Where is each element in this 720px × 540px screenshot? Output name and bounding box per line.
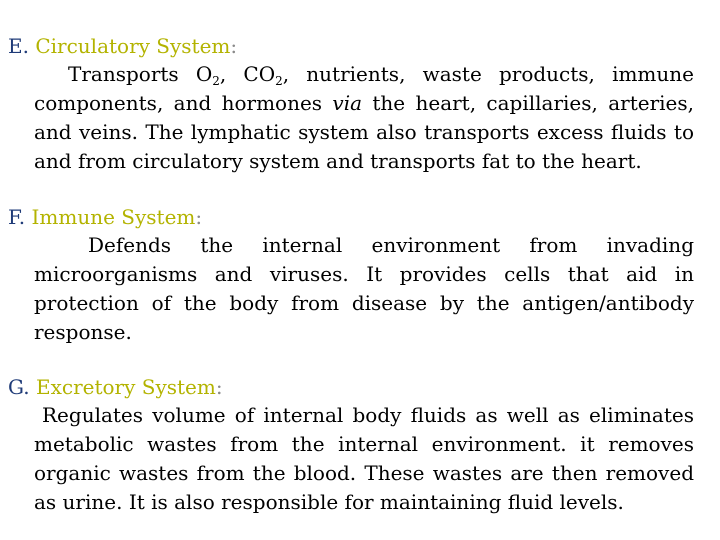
section-immune-system: [8, 203, 694, 347]
section-circulatory-system: [8, 32, 694, 176]
section-letter: E.: [8, 34, 29, 58]
section-body: [34, 401, 694, 517]
section-letter: G.: [8, 375, 30, 399]
subscript: 2: [212, 74, 220, 88]
section-title: Excretory System: [35, 375, 216, 399]
heading-colon: :: [195, 205, 203, 229]
section-body: [34, 60, 694, 176]
body-text: Regulates volume of internal body fluids as well as eliminates metabolic wastes from the internal environment. it removes organic wastes from the blood. These wastes are then removed as urine. It is also responsible for maintaining fluid levels.: [34, 403, 694, 514]
section-heading: [8, 373, 694, 401]
heading-colon: :: [215, 375, 223, 399]
subscript: 2: [275, 74, 283, 88]
section-title: Circulatory System: [35, 34, 231, 58]
section-heading: [8, 203, 694, 231]
section-title: Immune System: [31, 205, 196, 229]
italic-word: via: [332, 91, 363, 115]
body-text-part: the heart, capillaries, arteries, and veins. The lymphatic system also transports excess fluids to and from circulatory system and transports fat to the heart.: [34, 91, 694, 173]
body-text-part: , CO: [219, 62, 276, 86]
section-heading: [8, 32, 694, 60]
section-letter: F.: [8, 205, 26, 229]
section-body: [34, 231, 694, 347]
body-text-part: , nutrients, waste products, immune components, and hormones: [34, 62, 694, 115]
body-text: Defends the internal environment from invading microorganisms and viruses. It provides cells that aid in protection of the body from disease by the antigen/antibody response.: [34, 233, 694, 344]
heading-colon: :: [230, 34, 238, 58]
section-excretory-system: [8, 373, 694, 517]
body-text-part: Transports O: [68, 62, 213, 86]
